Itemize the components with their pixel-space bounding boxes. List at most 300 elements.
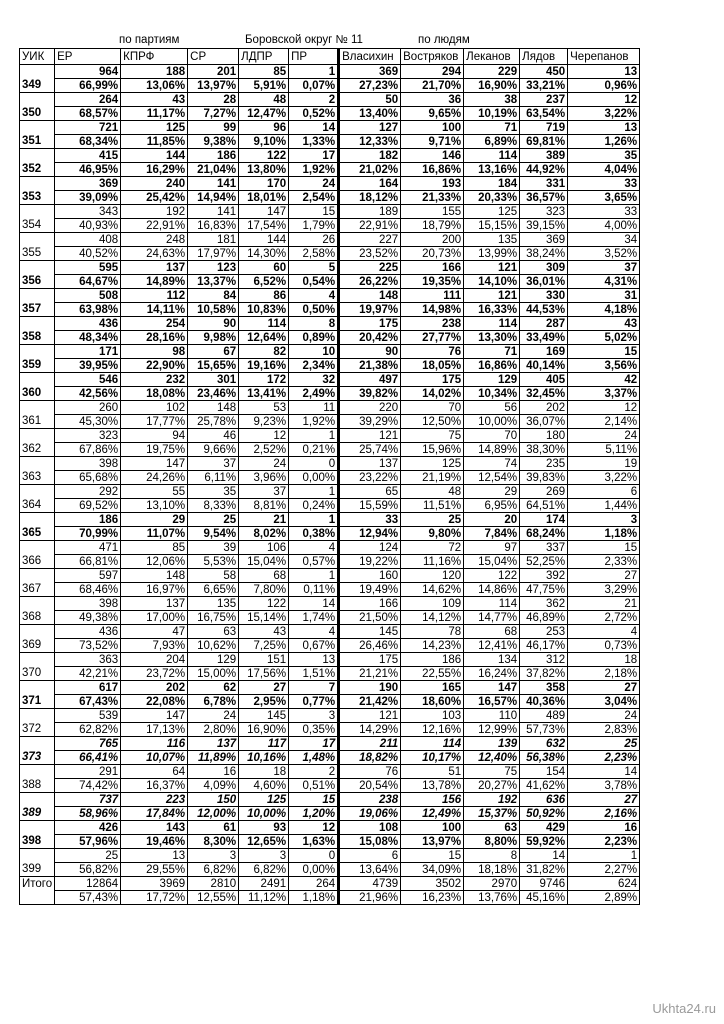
votes-cell: 408 xyxy=(55,233,121,247)
percent-cell: 25,78% xyxy=(188,415,239,429)
percent-cell: 24,63% xyxy=(121,247,188,261)
votes-cell: 43 xyxy=(568,317,640,331)
votes-row xyxy=(20,877,640,891)
percent-cell: 63,54% xyxy=(520,107,568,121)
uik-cell xyxy=(20,541,55,555)
votes-cell: 25 xyxy=(55,849,121,863)
percent-cell: 0,77% xyxy=(289,695,339,709)
votes-cell: 51 xyxy=(401,765,464,779)
column-header: Власихин xyxy=(339,49,401,65)
percent-cell: 2,54% xyxy=(289,191,339,205)
uik-cell xyxy=(20,429,55,443)
votes-cell: 330 xyxy=(520,289,568,303)
percent-cell: 38,24% xyxy=(520,247,568,261)
percent-cell: 18,18% xyxy=(464,863,520,877)
percent-cell: 13,80% xyxy=(239,163,289,177)
percent-cell: 6,52% xyxy=(239,275,289,289)
votes-cell: 145 xyxy=(339,625,401,639)
percent-cell: 12,06% xyxy=(121,555,188,569)
percent-cell: 62,82% xyxy=(55,723,121,737)
votes-cell: 31 xyxy=(568,289,640,303)
percent-cell: 33,21% xyxy=(520,79,568,93)
percent-cell: 14,89% xyxy=(464,443,520,457)
votes-cell: 3 xyxy=(568,513,640,527)
percent-cell: 9,38% xyxy=(188,135,239,149)
votes-cell: 76 xyxy=(339,765,401,779)
votes-cell: 47 xyxy=(121,625,188,639)
percent-cell: 1,26% xyxy=(568,135,640,149)
percent-cell: 27,77% xyxy=(401,331,464,345)
votes-cell: 237 xyxy=(520,93,568,107)
uik-cell: 360 xyxy=(20,387,55,401)
votes-cell: 109 xyxy=(401,597,464,611)
uik-cell: 364 xyxy=(20,499,55,513)
votes-cell: 90 xyxy=(339,345,401,359)
percent-cell: 1,79% xyxy=(289,219,339,233)
votes-cell: 4 xyxy=(289,625,339,639)
percent-cell: 1,92% xyxy=(289,415,339,429)
percent-cell: 10,07% xyxy=(121,751,188,765)
votes-cell: 68 xyxy=(464,625,520,639)
votes-cell: 1 xyxy=(289,569,339,583)
percent-cell: 0,24% xyxy=(289,499,339,513)
percent-cell: 10,62% xyxy=(188,639,239,653)
uik-cell xyxy=(20,653,55,667)
votes-cell: 114 xyxy=(401,737,464,751)
percent-cell: 39,82% xyxy=(339,387,401,401)
percent-cell: 15,00% xyxy=(188,667,239,681)
votes-cell: 1 xyxy=(568,849,640,863)
votes-cell: 238 xyxy=(401,317,464,331)
votes-cell: 12864 xyxy=(55,877,121,891)
percent-cell: 14,23% xyxy=(401,639,464,653)
percent-cell: 21,19% xyxy=(401,471,464,485)
votes-cell: 17 xyxy=(289,737,339,751)
percent-cell: 19,49% xyxy=(339,583,401,597)
votes-cell: 125 xyxy=(239,793,289,807)
votes-cell: 436 xyxy=(55,317,121,331)
percent-cell: 3,29% xyxy=(568,583,640,597)
votes-cell: 62 xyxy=(188,681,239,695)
percent-cell: 12,64% xyxy=(239,331,289,345)
percent-cell: 0,50% xyxy=(289,303,339,317)
percent-cell: 9,10% xyxy=(239,135,289,149)
votes-cell: 415 xyxy=(55,149,121,163)
percent-cell: 20,27% xyxy=(464,779,520,793)
percent-cell: 15,15% xyxy=(464,219,520,233)
percent-cell: 2,33% xyxy=(568,555,640,569)
percent-cell: 1,20% xyxy=(289,807,339,821)
votes-cell: 125 xyxy=(401,457,464,471)
votes-cell: 624 xyxy=(568,877,640,891)
votes-cell: 86 xyxy=(239,289,289,303)
votes-cell: 294 xyxy=(401,65,464,79)
percent-cell: 13,97% xyxy=(188,79,239,93)
votes-cell: 82 xyxy=(239,345,289,359)
column-header: ЕР xyxy=(55,49,121,65)
percent-cell: 1,44% xyxy=(568,499,640,513)
votes-cell: 94 xyxy=(121,429,188,443)
votes-cell: 145 xyxy=(239,709,289,723)
percent-cell: 18,01% xyxy=(239,191,289,205)
uik-cell: 363 xyxy=(20,471,55,485)
percent-cell: 64,51% xyxy=(520,499,568,513)
votes-cell: 122 xyxy=(239,597,289,611)
percent-cell: 2,23% xyxy=(568,751,640,765)
votes-cell: 192 xyxy=(121,205,188,219)
votes-cell: 102 xyxy=(121,401,188,415)
percent-cell: 41,62% xyxy=(520,779,568,793)
percent-row xyxy=(20,331,640,345)
column-header: УИК xyxy=(20,49,55,65)
votes-row xyxy=(20,177,640,191)
votes-cell: 143 xyxy=(121,821,188,835)
percent-cell: 9,98% xyxy=(188,331,239,345)
uik-cell: 359 xyxy=(20,359,55,373)
column-header: СР xyxy=(188,49,239,65)
percent-cell: 12,33% xyxy=(339,135,401,149)
percent-cell: 2,18% xyxy=(568,667,640,681)
percent-cell: 11,51% xyxy=(401,499,464,513)
votes-cell: 33 xyxy=(568,177,640,191)
votes-cell: 232 xyxy=(121,373,188,387)
percent-cell: 2,58% xyxy=(289,247,339,261)
uik-cell: 362 xyxy=(20,443,55,457)
percent-cell: 23,52% xyxy=(339,247,401,261)
percent-cell: 11,07% xyxy=(121,527,188,541)
votes-cell: 632 xyxy=(520,737,568,751)
votes-cell: 114 xyxy=(239,317,289,331)
votes-cell: 63 xyxy=(464,821,520,835)
votes-cell: 19 xyxy=(568,457,640,471)
percent-cell: 1,51% xyxy=(289,667,339,681)
votes-cell: 139 xyxy=(464,737,520,751)
percent-cell: 3,96% xyxy=(239,471,289,485)
votes-cell: 171 xyxy=(55,345,121,359)
percent-cell: 34,09% xyxy=(401,863,464,877)
votes-cell: 100 xyxy=(401,821,464,835)
uik-cell xyxy=(20,625,55,639)
percent-cell: 26,22% xyxy=(339,275,401,289)
votes-row xyxy=(20,569,640,583)
percent-cell: 11,89% xyxy=(188,751,239,765)
votes-cell: 99 xyxy=(188,121,239,135)
percent-cell: 36,01% xyxy=(520,275,568,289)
percent-cell: 5,91% xyxy=(239,79,289,93)
votes-cell: 39 xyxy=(188,541,239,555)
percent-cell: 16,29% xyxy=(121,163,188,177)
votes-cell: 964 xyxy=(55,65,121,79)
votes-cell: 202 xyxy=(121,681,188,695)
votes-row xyxy=(20,597,640,611)
percent-cell: 45,30% xyxy=(55,415,121,429)
votes-cell: 14 xyxy=(520,849,568,863)
percent-cell: 9,71% xyxy=(401,135,464,149)
percent-cell: 15,14% xyxy=(239,611,289,625)
percent-cell: 56,82% xyxy=(55,863,121,877)
percent-cell: 3,04% xyxy=(568,695,640,709)
votes-cell: 48 xyxy=(239,93,289,107)
percent-cell: 27,23% xyxy=(339,79,401,93)
votes-cell: 144 xyxy=(121,149,188,163)
votes-cell: 190 xyxy=(339,681,401,695)
votes-cell: 193 xyxy=(401,177,464,191)
percent-cell: 16,24% xyxy=(464,667,520,681)
uik-cell: 366 xyxy=(20,555,55,569)
percent-cell: 40,52% xyxy=(55,247,121,261)
votes-cell: 25 xyxy=(401,513,464,527)
percent-cell: 13,30% xyxy=(464,331,520,345)
percent-cell: 17,77% xyxy=(121,415,188,429)
votes-cell: 160 xyxy=(339,569,401,583)
percent-cell: 11,17% xyxy=(121,107,188,121)
votes-row xyxy=(20,821,640,835)
votes-cell: 68 xyxy=(239,569,289,583)
uik-cell: 353 xyxy=(20,191,55,205)
votes-cell: 186 xyxy=(401,653,464,667)
votes-cell: 148 xyxy=(188,401,239,415)
percent-row xyxy=(20,667,640,681)
percent-cell: 21,50% xyxy=(339,611,401,625)
percent-cell: 19,35% xyxy=(401,275,464,289)
percent-cell: 10,16% xyxy=(239,751,289,765)
percent-cell: 0,07% xyxy=(289,79,339,93)
votes-cell: 546 xyxy=(55,373,121,387)
votes-cell: 65 xyxy=(339,485,401,499)
votes-cell: 331 xyxy=(520,177,568,191)
votes-cell: 0 xyxy=(289,849,339,863)
votes-cell: 37 xyxy=(239,485,289,499)
votes-cell: 46 xyxy=(188,429,239,443)
percent-row xyxy=(20,443,640,457)
percent-cell: 23,22% xyxy=(339,471,401,485)
percent-cell: 16,86% xyxy=(401,163,464,177)
percent-cell: 42,21% xyxy=(55,667,121,681)
percent-cell: 25,74% xyxy=(339,443,401,457)
votes-cell: 15 xyxy=(568,345,640,359)
votes-cell: 75 xyxy=(464,765,520,779)
uik-cell xyxy=(20,793,55,807)
votes-cell: 172 xyxy=(239,373,289,387)
votes-cell: 114 xyxy=(464,597,520,611)
votes-cell: 223 xyxy=(121,793,188,807)
votes-cell: 33 xyxy=(339,513,401,527)
votes-cell: 53 xyxy=(239,401,289,415)
percent-cell: 32,45% xyxy=(520,387,568,401)
percent-cell: 7,84% xyxy=(464,527,520,541)
percent-cell: 3,22% xyxy=(568,107,640,121)
votes-cell: 175 xyxy=(339,317,401,331)
percent-cell: 12,50% xyxy=(401,415,464,429)
percent-cell: 13,10% xyxy=(121,499,188,513)
percent-cell: 13,06% xyxy=(121,79,188,93)
percent-cell: 39,83% xyxy=(520,471,568,485)
percent-cell: 39,29% xyxy=(339,415,401,429)
watermark: Ukhta24.ru xyxy=(652,1001,716,1016)
percent-row xyxy=(20,107,640,121)
percent-cell: 2,89% xyxy=(568,891,640,905)
percent-cell: 5,02% xyxy=(568,331,640,345)
uik-cell xyxy=(20,65,55,79)
votes-cell: 264 xyxy=(289,877,339,891)
percent-cell: 20,42% xyxy=(339,331,401,345)
percent-cell: 2,14% xyxy=(568,415,640,429)
votes-row xyxy=(20,121,640,135)
uik-cell xyxy=(20,597,55,611)
percent-cell: 0,11% xyxy=(289,583,339,597)
percent-cell: 8,80% xyxy=(464,835,520,849)
percent-cell: 18,12% xyxy=(339,191,401,205)
votes-cell: 254 xyxy=(121,317,188,331)
percent-cell: 17,97% xyxy=(188,247,239,261)
votes-cell: 148 xyxy=(339,289,401,303)
percent-cell: 8,81% xyxy=(239,499,289,513)
votes-cell: 37 xyxy=(568,261,640,275)
votes-cell: 26 xyxy=(289,233,339,247)
votes-cell: 225 xyxy=(339,261,401,275)
votes-cell: 42 xyxy=(568,373,640,387)
votes-cell: 21 xyxy=(568,597,640,611)
percent-cell: 0,73% xyxy=(568,639,640,653)
percent-cell: 39,95% xyxy=(55,359,121,373)
uik-cell xyxy=(20,569,55,583)
percent-cell: 12,00% xyxy=(188,807,239,821)
votes-cell: 70 xyxy=(401,401,464,415)
percent-cell: 4,31% xyxy=(568,275,640,289)
percent-cell: 11,85% xyxy=(121,135,188,149)
percent-cell: 46,89% xyxy=(520,611,568,625)
votes-cell: 137 xyxy=(188,737,239,751)
percent-cell: 2,52% xyxy=(239,443,289,457)
votes-cell: 450 xyxy=(520,65,568,79)
percent-cell: 6,78% xyxy=(188,695,239,709)
percent-cell: 66,99% xyxy=(55,79,121,93)
percent-row xyxy=(20,163,640,177)
votes-row xyxy=(20,485,640,499)
votes-cell: 597 xyxy=(55,569,121,583)
votes-cell: 2970 xyxy=(464,877,520,891)
percent-cell: 14,29% xyxy=(339,723,401,737)
percent-cell: 26,46% xyxy=(339,639,401,653)
percent-cell: 49,38% xyxy=(55,611,121,625)
votes-cell: 1 xyxy=(289,485,339,499)
percent-row xyxy=(20,471,640,485)
percent-cell: 14,98% xyxy=(401,303,464,317)
votes-cell: 202 xyxy=(520,401,568,415)
percent-cell: 1,74% xyxy=(289,611,339,625)
votes-cell: 426 xyxy=(55,821,121,835)
votes-cell: 137 xyxy=(121,261,188,275)
percent-cell: 68,34% xyxy=(55,135,121,149)
percent-cell: 17,72% xyxy=(121,891,188,905)
uik-cell: 350 xyxy=(20,107,55,121)
percent-cell: 20,54% xyxy=(339,779,401,793)
votes-cell: 38 xyxy=(464,93,520,107)
column-header: Востряков xyxy=(401,49,464,65)
votes-cell: 358 xyxy=(520,681,568,695)
votes-cell: 12 xyxy=(239,429,289,443)
votes-row xyxy=(20,289,640,303)
percent-cell: 17,00% xyxy=(121,611,188,625)
votes-cell: 121 xyxy=(464,289,520,303)
uik-cell: 368 xyxy=(20,611,55,625)
percent-cell: 69,81% xyxy=(520,135,568,149)
votes-cell: 76 xyxy=(401,345,464,359)
percent-cell: 39,09% xyxy=(55,191,121,205)
votes-cell: 436 xyxy=(55,625,121,639)
uik-cell: 352 xyxy=(20,163,55,177)
votes-cell: 70 xyxy=(464,429,520,443)
uik-cell xyxy=(20,177,55,191)
votes-cell: 508 xyxy=(55,289,121,303)
votes-cell: 16 xyxy=(568,821,640,835)
percent-cell: 12,65% xyxy=(239,835,289,849)
district-title: Боровской округ № 11 xyxy=(245,34,363,46)
votes-cell: 6 xyxy=(568,485,640,499)
votes-cell: 719 xyxy=(520,121,568,135)
percent-cell: 18,79% xyxy=(401,219,464,233)
votes-cell: 37 xyxy=(188,457,239,471)
percent-cell: 4,00% xyxy=(568,219,640,233)
votes-cell: 737 xyxy=(55,793,121,807)
percent-cell: 14,11% xyxy=(121,303,188,317)
votes-cell: 186 xyxy=(188,149,239,163)
votes-cell: 186 xyxy=(55,513,121,527)
votes-cell: 135 xyxy=(188,597,239,611)
votes-cell: 13 xyxy=(289,653,339,667)
percent-cell: 8,33% xyxy=(188,499,239,513)
votes-cell: 175 xyxy=(339,653,401,667)
percent-cell: 12,40% xyxy=(464,751,520,765)
percent-cell: 14,02% xyxy=(401,387,464,401)
percent-cell: 13,41% xyxy=(239,387,289,401)
votes-cell: 165 xyxy=(401,681,464,695)
percent-row xyxy=(20,79,640,93)
percent-cell: 12,55% xyxy=(188,891,239,905)
percent-row xyxy=(20,387,640,401)
votes-cell: 110 xyxy=(464,709,520,723)
percent-cell: 0,00% xyxy=(289,863,339,877)
percent-cell: 70,99% xyxy=(55,527,121,541)
percent-cell: 22,55% xyxy=(401,667,464,681)
percent-cell: 15,96% xyxy=(401,443,464,457)
percent-cell: 18,82% xyxy=(339,751,401,765)
percent-cell: 9,65% xyxy=(401,107,464,121)
percent-cell: 7,25% xyxy=(239,639,289,653)
votes-cell: 56 xyxy=(464,401,520,415)
votes-cell: 18 xyxy=(568,653,640,667)
percent-cell: 12,47% xyxy=(239,107,289,121)
percent-cell: 16,75% xyxy=(188,611,239,625)
votes-cell: 33 xyxy=(568,205,640,219)
votes-cell: 148 xyxy=(121,569,188,583)
votes-cell: 220 xyxy=(339,401,401,415)
percent-cell: 17,84% xyxy=(121,807,188,821)
percent-cell: 12,16% xyxy=(401,723,464,737)
percent-cell: 44,53% xyxy=(520,303,568,317)
votes-row xyxy=(20,653,640,667)
votes-cell: 13 xyxy=(568,65,640,79)
percent-cell: 3,22% xyxy=(568,471,640,485)
percent-cell: 68,24% xyxy=(520,527,568,541)
percent-cell: 37,82% xyxy=(520,667,568,681)
uik-cell xyxy=(20,233,55,247)
percent-cell: 22,91% xyxy=(339,219,401,233)
column-header: Черепанов xyxy=(568,49,640,65)
votes-cell: 398 xyxy=(55,457,121,471)
percent-cell: 19,46% xyxy=(121,835,188,849)
votes-cell: 309 xyxy=(520,261,568,275)
